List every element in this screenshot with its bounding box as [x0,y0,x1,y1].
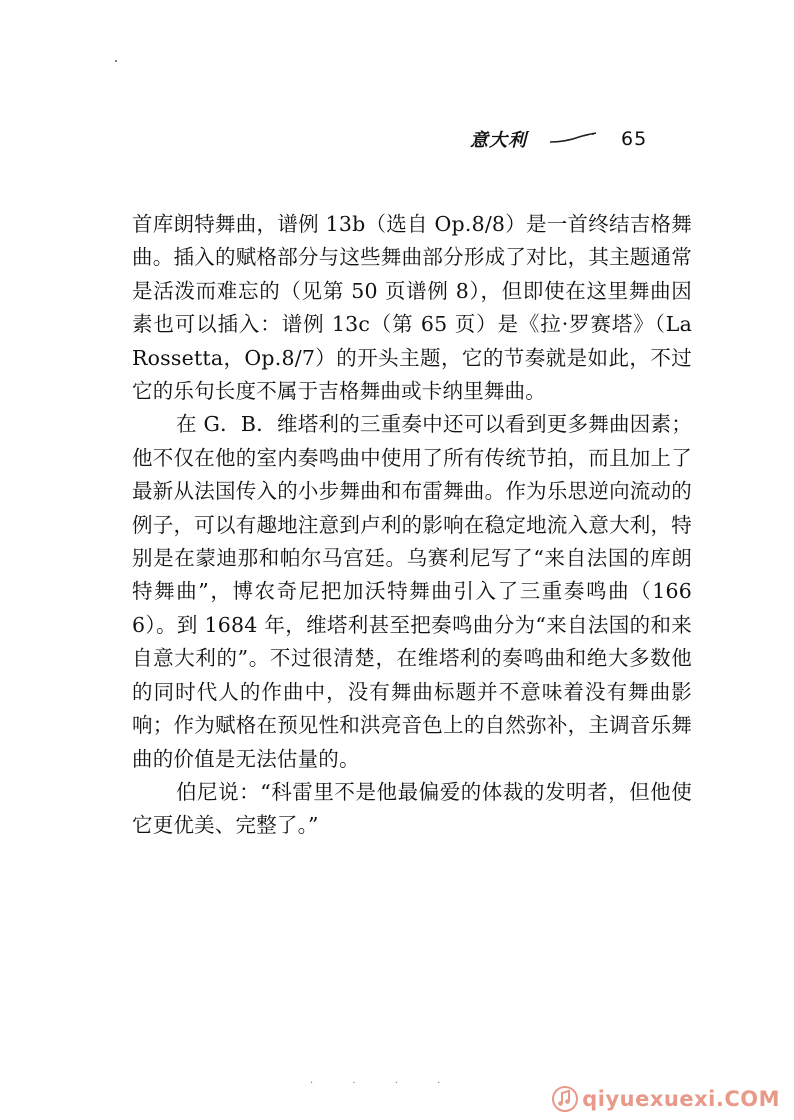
scan-speck [115,60,117,62]
watermark-text: qiyuexuexi.COM [582,1087,780,1111]
footer-scan-marks: · · · · [310,1078,459,1089]
page-number: 65 [621,128,648,150]
site-watermark [552,1086,780,1112]
running-head [470,124,647,154]
paragraph-3: 伯尼说：“科雷里不是他最偏爱的体裁的发明者，但他使它更优美、完整了。” [132,779,692,838]
paragraph-2: 在 G．B．维塔利的三重奏中还可以看到更多舞曲因素；他不仅在他的室内奏鸣曲中使用了所有传统节拍，而且加上了最新从法国传入的小步舞曲和布雷舞曲。作为乐思逆向流动的例子，可以有趣地注意到卢利的影响在稳定地流入意大利，特别是在蒙迪那和帕尔马宫廷。乌赛利尼写了“来自法国的库朗特舞曲”，博农奇尼把加沃特舞曲引入了三重奏鸣曲（1666）。到 1684 年，维塔利甚至把奏鸣曲分为“来自法国的和来自意大利的”。不过很清楚，在维塔利的奏鸣曲和绝大多数他的同时代人的作曲中，没有舞曲标题并不意味着没有舞曲影响；作为赋格在预见性和洪亮音色上的自然弥补，主调音乐舞曲的价值是无法估量的。 [132,412,692,771]
music-note-logo-icon [552,1086,578,1112]
flourish-ornament-icon [549,132,597,146]
chapter-title: 意大利 [470,130,527,151]
paragraph-1: 首库朗特舞曲，谱例 13b（选自 Op.8/8）是一首终结吉格舞曲。插入的赋格部分与这些舞曲部分形成了对比，其主题通常是活泼而难忘的（见第 50 页谱例 8），但即使在这里舞曲因素也可以插入：谱例 13c（第 65 页）是《拉·罗赛塔》（La Rossetta，Op.8/7）的开头主题，它的节奏就是如此，不过它的乐句长度不属于吉格舞曲或卡纳里舞曲。 [132,212,692,404]
body-text [132,208,692,843]
